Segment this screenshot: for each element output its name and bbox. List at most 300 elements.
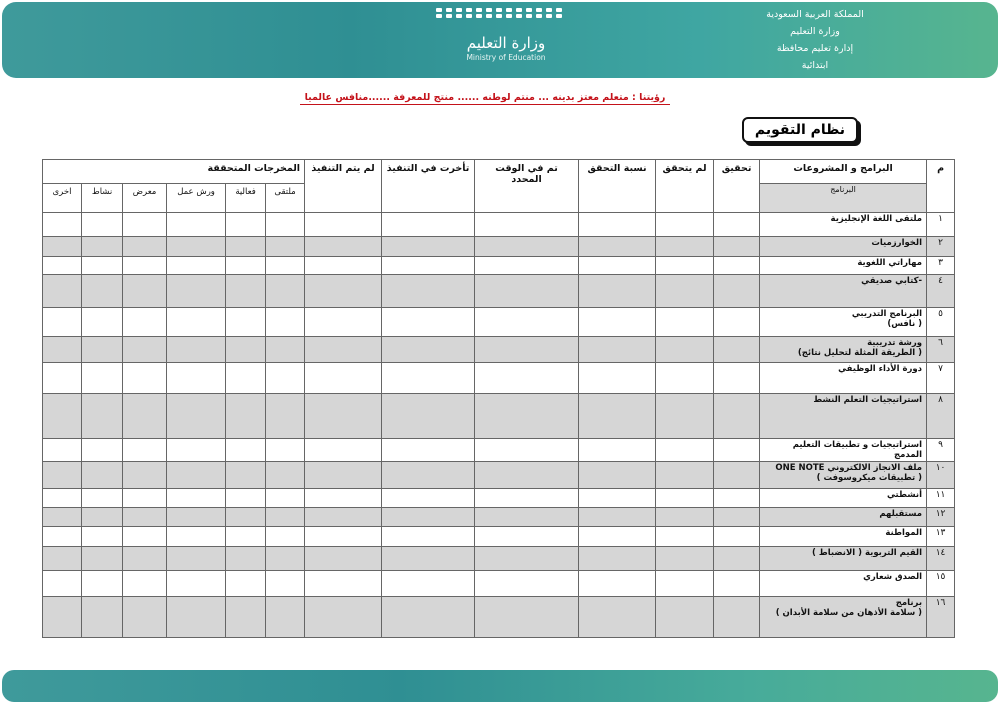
table-cell [305,597,382,638]
table-cell [382,597,475,638]
table-cell [167,526,226,546]
table-cell [714,571,760,597]
table-cell [579,307,656,336]
table-cell [123,236,167,256]
table-row [43,571,955,597]
table-cell [714,462,760,489]
table-cell [714,307,760,336]
program-name-line1: مستقبلهم [879,508,923,519]
logo-dot [506,8,512,12]
table-cell [305,275,382,307]
row-number: ١٢ [927,507,955,526]
program-name [760,394,927,438]
table-cell [305,336,382,362]
header-achieved: تحقيق [714,160,760,213]
logo-dot [536,14,542,18]
table-cell [82,526,123,546]
table-cell [714,336,760,362]
program-name [760,462,927,489]
table-cell [382,236,475,256]
row-number: ٥ [927,307,955,336]
table-cell [475,597,579,638]
table-cell [579,363,656,394]
table-cell [714,507,760,526]
table-cell [43,236,82,256]
table-cell [656,275,714,307]
logo-dot [466,8,472,12]
table-cell [82,462,123,489]
table-cell [226,507,266,526]
table-row [43,462,955,489]
table-cell [226,236,266,256]
logo-dot [546,14,552,18]
table-cell [656,256,714,274]
row-number: ١٣ [927,526,955,546]
table-cell [656,597,714,638]
table-cell [382,256,475,274]
table-cell [656,489,714,507]
table-cell [382,546,475,570]
table-cell [305,489,382,507]
table-cell [305,236,382,256]
table-cell [43,363,82,394]
table-cell [123,256,167,274]
table-cell [43,212,82,236]
table-cell [82,307,123,336]
table-cell [656,212,714,236]
table-row [43,307,955,336]
table-cell [167,507,226,526]
table-cell [714,236,760,256]
ministry-line-ministry: وزارة التعليم [790,26,840,37]
logo-dot [496,14,502,18]
table-cell [579,336,656,362]
program-name [760,363,927,394]
logo-dot [486,14,492,18]
table-cell [43,438,82,461]
table-cell [579,275,656,307]
program-name [760,275,927,307]
table-cell [123,336,167,362]
program-name-line2: ( سلامة الأذهان من سلامة الأبدان ) [775,608,923,619]
table-cell [82,571,123,597]
logo-dot [456,8,462,12]
program-name [760,489,927,507]
table-cell [475,489,579,507]
table-cell [579,394,656,438]
row-number: ١٦ [927,597,955,638]
program-name-line2: ( نافس) [887,318,923,329]
table-cell [656,236,714,256]
table-row [43,394,955,438]
table-cell [266,236,305,256]
table-cell [579,571,656,597]
table-cell [82,363,123,394]
table-cell [43,307,82,336]
table-cell [167,236,226,256]
table-cell [382,526,475,546]
table-cell [305,571,382,597]
row-number: ٢ [927,236,955,256]
ministry-line-school: ابتدائية [801,60,829,71]
table-cell [266,256,305,274]
table-cell [382,307,475,336]
program-name [760,236,927,256]
table-cell [579,236,656,256]
row-number: ١ [927,212,955,236]
table-cell [43,546,82,570]
header-delayed: تأخرت في التنفيذ [382,160,475,213]
table-row [43,489,955,507]
table-cell [123,546,167,570]
table-cell [123,597,167,638]
table-cell [475,256,579,274]
table-cell [43,275,82,307]
program-name [760,597,927,638]
table-cell [475,438,579,461]
logo-dot [496,8,502,12]
table-cell [656,394,714,438]
ministry-line-department: إدارة تعليم محافظة [776,43,854,54]
table-cell [123,394,167,438]
table-cell [167,546,226,570]
program-name-line1: ورشة تدريبية [867,337,923,348]
table-cell [382,489,475,507]
header-programs: البرامج و المشروعات [760,160,927,184]
header-not-achieved: لم يتحقق [656,160,714,213]
table-cell [167,212,226,236]
table-cell [305,394,382,438]
logo-dot [556,14,562,18]
program-name-line2: ( الطريقة المثلة لتحليل نتائج) [797,347,923,358]
logo-dots-icon [436,8,563,18]
table-cell [579,489,656,507]
program-name [760,307,927,336]
table-cell [382,212,475,236]
output-sub-activity: نشاط [82,184,123,212]
table-cell [579,526,656,546]
table-cell [305,363,382,394]
table-cell [714,526,760,546]
program-name [760,438,927,461]
table-cell [382,275,475,307]
program-name [760,507,927,526]
table-cell [714,212,760,236]
program-name-line1: الصدق شعاري [863,572,923,583]
table-cell [266,212,305,236]
program-name-line1: دورة الأداء الوظيفي [838,364,923,375]
table-cell [226,275,266,307]
program-name-line1: استراتيجيات التعلم النشط [813,395,923,406]
row-number: ٦ [927,336,955,362]
table-cell [123,307,167,336]
logo-dot [486,8,492,12]
table-cell [656,363,714,394]
footer-band [2,670,998,702]
vision-statement: رؤيتنا : متعلم معتز بدينه ... منتم لوطنه ...... منتج للمعرفة ......منافس عالميا [300,92,670,105]
row-number: ١١ [927,489,955,507]
table-cell [266,438,305,461]
program-name [760,526,927,546]
table-row [43,236,955,256]
table-cell [226,546,266,570]
table-cell [714,546,760,570]
table-cell [82,489,123,507]
program-name-line1: برنامج [895,598,923,609]
table-cell [82,212,123,236]
table-cell [167,394,226,438]
row-number: ٧ [927,363,955,394]
table-cell [167,307,226,336]
table-cell [579,212,656,236]
table-cell [714,256,760,274]
header-program-sub: البرنامج [760,184,927,212]
table-cell [656,438,714,461]
table-cell [266,462,305,489]
row-number: ١٥ [927,571,955,597]
header-outputs: المخرجات المتحققة [43,160,305,184]
program-name-line1: مهاراتي اللغوية [857,257,923,268]
table-cell [475,212,579,236]
table-cell [656,507,714,526]
row-number: ٣ [927,256,955,274]
table-cell [475,236,579,256]
table-cell [579,507,656,526]
program-name-line1: -كتابي صديقي [861,276,923,287]
logo-dot [446,8,452,12]
table-cell [266,275,305,307]
table-cell [305,212,382,236]
table-cell [305,462,382,489]
table-cell [82,275,123,307]
table-cell [226,597,266,638]
table-cell [167,571,226,597]
table-cell [123,212,167,236]
logo-dot [436,14,442,18]
program-name-line1: القيم التربوية ( الانضباط ) [812,547,923,558]
table-cell [43,336,82,362]
table-cell [43,256,82,274]
table-cell [475,507,579,526]
table-cell [226,489,266,507]
table-cell [167,438,226,461]
table-cell [123,462,167,489]
table-cell [382,571,475,597]
table-cell [714,394,760,438]
table-cell [167,256,226,274]
table-cell [382,363,475,394]
program-name-line1: المواطنة [885,527,923,538]
logo-dot [506,14,512,18]
table-cell [714,363,760,394]
page-title: نظام التقويم [742,117,858,143]
table-cell [43,507,82,526]
program-name [760,546,927,570]
output-sub-meeting: ملتقى [266,184,305,212]
table-cell [475,275,579,307]
header-on-time: تم في الوقت المحدد [475,160,579,213]
program-name-line1: ملتقى اللغة الإنجليزية [830,213,923,224]
output-sub-event: فعالية [226,184,266,212]
table-row [43,336,955,362]
ministry-logo [430,8,580,64]
table-cell [226,526,266,546]
table-cell [475,462,579,489]
output-sub-workshops: ورش عمل [167,184,226,212]
table-cell [305,256,382,274]
table-cell [656,336,714,362]
logo-dot [446,14,452,18]
row-number: ٨ [927,394,955,438]
table-cell [656,526,714,546]
table-cell [475,336,579,362]
logo-dot [526,8,532,12]
logo-dot [476,8,482,12]
program-name-line1: استراتيجيات و تطبيقات التعليم المدمج [792,439,923,460]
table-cell [123,489,167,507]
logo-dot [516,8,522,12]
table-cell [305,546,382,570]
table-cell [43,394,82,438]
table-cell [714,489,760,507]
logo-english-text: Ministry of Education [466,53,546,62]
table-cell [579,256,656,274]
header-ratio: نسبة التحقق [579,160,656,213]
table-cell [226,212,266,236]
table-cell [305,526,382,546]
table-cell [579,462,656,489]
table-cell [266,597,305,638]
evaluation-table [42,159,955,638]
table-cell [714,275,760,307]
table-cell [226,571,266,597]
table-cell [123,438,167,461]
program-name-line1: البرنامج التدريبي [851,308,923,319]
program-name-line1: ملف الانجاز الالكتروني ONE NOTE [775,463,923,474]
table-cell [382,507,475,526]
logo-arabic-text: وزارة التعليم [466,34,546,52]
table-cell [714,438,760,461]
table-cell [266,489,305,507]
table-cell [43,571,82,597]
table-cell [656,546,714,570]
table-row [43,526,955,546]
table-cell [43,462,82,489]
table-cell [43,526,82,546]
table-cell [82,394,123,438]
table-cell [82,336,123,362]
program-name-line1: أنشطتي [886,490,923,501]
logo-dot [456,14,462,18]
logo-dot [466,14,472,18]
table-cell [382,462,475,489]
table-cell [382,438,475,461]
table-cell [123,571,167,597]
program-name [760,212,927,236]
output-sub-exhibition: معرض [123,184,167,212]
header-m: م [927,160,955,213]
table-cell [656,571,714,597]
program-name [760,336,927,362]
table-cell [266,307,305,336]
logo-dot [536,8,542,12]
table-cell [266,526,305,546]
table-cell [167,336,226,362]
table-cell [305,507,382,526]
table-row [43,546,955,570]
program-name-line1: الخوارزميات [871,237,923,248]
table-cell [266,336,305,362]
table-cell [226,438,266,461]
output-sub-other: اخرى [43,184,82,212]
header-band [2,2,998,78]
table-cell [226,336,266,362]
table-cell [475,546,579,570]
table-cell [82,546,123,570]
table-cell [82,507,123,526]
row-number: ٤ [927,275,955,307]
table-cell [475,526,579,546]
logo-dot [546,8,552,12]
table-cell [714,597,760,638]
table-cell [266,571,305,597]
row-number: ١٤ [927,546,955,570]
row-number: ١٠ [927,462,955,489]
table-cell [167,462,226,489]
table-cell [475,307,579,336]
table-row [43,212,955,236]
table-cell [656,462,714,489]
table-row [43,597,955,638]
table-cell [167,363,226,394]
row-number: ٩ [927,438,955,461]
table-cell [382,336,475,362]
table-cell [123,526,167,546]
logo-dot [436,8,442,12]
table-cell [226,462,266,489]
table-cell [226,307,266,336]
logo-dot [526,14,532,18]
program-name-line2: ( تطبيقات ميكروسوفت ) [816,473,923,484]
table-cell [475,394,579,438]
table-cell [305,438,382,461]
table-row [43,256,955,274]
table-cell [266,546,305,570]
program-name [760,571,927,597]
table-cell [266,507,305,526]
ministry-info [740,6,890,74]
table-cell [167,489,226,507]
table-cell [266,394,305,438]
table-cell [123,507,167,526]
table-cell [82,438,123,461]
table-row [43,275,955,307]
table-row [43,438,955,461]
table-cell [123,275,167,307]
table-cell [266,363,305,394]
logo-dot [556,8,562,12]
table-cell [475,571,579,597]
table-cell [226,363,266,394]
table-cell [123,363,167,394]
logo-dot [516,14,522,18]
table-cell [167,275,226,307]
table-cell [167,597,226,638]
table-cell [579,597,656,638]
table-row [43,507,955,526]
table-cell [226,256,266,274]
table-cell [656,307,714,336]
